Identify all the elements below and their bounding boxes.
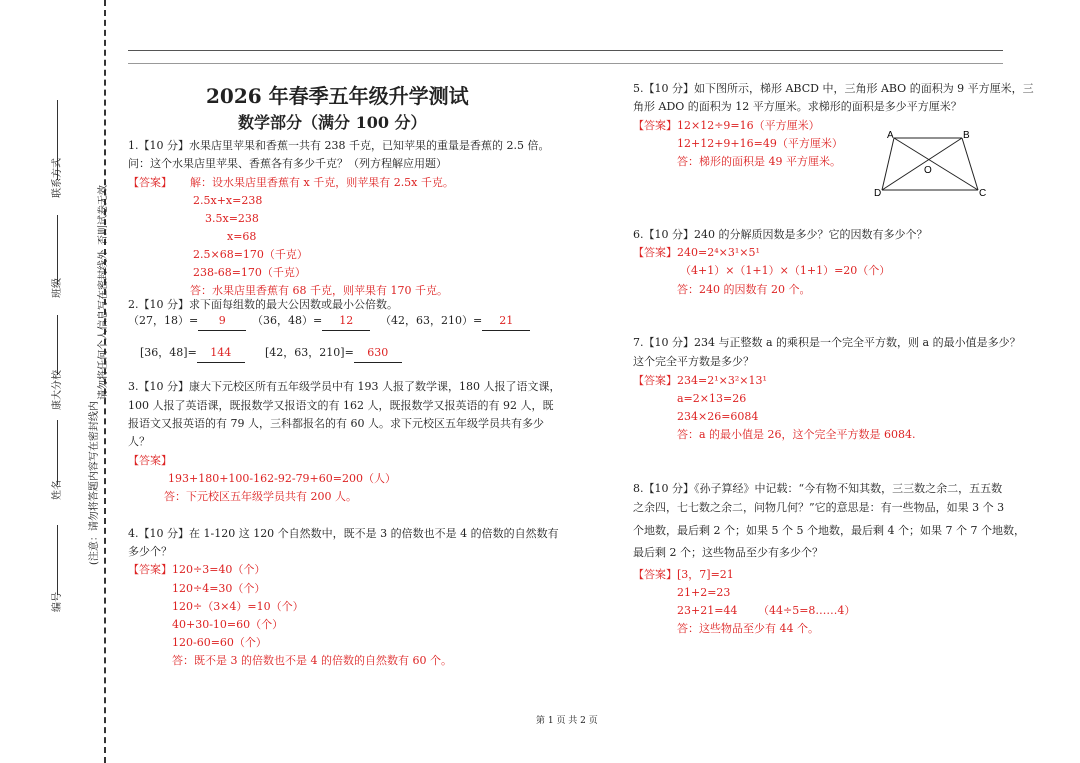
q4-answer-line: 答：既不是 3 的倍数也不是 4 的倍数的自然数有 60 个。 <box>172 654 452 667</box>
q8-text-line: 个地数，最后剩 2 个；如果 5 个 5 个地数，最后剩 4 个；如果 7 个 7 个地数， <box>633 524 1025 537</box>
vertex-b: B <box>963 130 970 141</box>
q2-lcm-expr: [42，63，210]= <box>265 346 354 359</box>
q7-answer-tag: 【答案】 <box>633 374 677 387</box>
field-line-name <box>57 420 58 485</box>
q6-answer-line: （4+1）×（1+1）×（1+1）=20（个） <box>680 264 891 277</box>
q3-text-line: 人？ <box>128 435 150 448</box>
q2-gcd-answer-blank[interactable]: 9 <box>198 312 246 331</box>
q2-lcm-answer-blank[interactable]: 630 <box>354 344 402 363</box>
exam-subtitle: 数学部分（满分 100 分） <box>238 113 427 132</box>
q8-answer-tag: 【答案】 <box>633 568 677 581</box>
label-contact: 联系方式 <box>52 158 63 198</box>
q7-answer-line: 234=2¹×3²×13¹ <box>677 374 767 387</box>
q1-answer-line: x=68 <box>227 230 257 243</box>
q4-answer-line: 120÷3=40（个） <box>172 563 266 576</box>
top-rule-1 <box>128 50 1003 51</box>
q2-lcm-answer-blank[interactable]: 144 <box>197 344 245 363</box>
q8-answer-line: （44÷5=8……4） <box>758 604 856 617</box>
q2-gcd-expr: （42，63，210）= <box>380 314 483 327</box>
q4-answer-line: 40+30-10=60（个） <box>172 618 284 631</box>
q4-answer-line: 120÷（3×4）=10（个） <box>172 600 304 613</box>
q6-answer-line: 240=2⁴×3¹×5¹ <box>677 246 760 259</box>
q3-answer-line: 193+180+100-162-92-79+60=200（人） <box>168 472 396 485</box>
q5-answer-line: 12×12÷9=16（平方厘米） <box>677 119 820 132</box>
label-school: 康大分校 <box>52 370 63 410</box>
label-name: 姓名 <box>52 480 63 500</box>
q2-text: 2.【10 分】求下面每组数的最大公因数或最小公倍数。 <box>128 298 398 311</box>
q3-text-line: 报语文又报英语的有 79 人，三科都报名的有 60 人。求下元校区五年级学员共有多少 <box>128 417 544 430</box>
label-class: 班级 <box>52 278 63 298</box>
field-line-id <box>57 525 58 595</box>
q8-text-line: 之余四，七七数之余二，问物几何？”它的意思是：有一些物品，如果 3 个 3 <box>633 501 1005 514</box>
q7-answer-line: a=2×13=26 <box>677 392 747 405</box>
q2-gcd-expr: （27，18）= <box>128 314 199 327</box>
q8-answer-line: 23+21=44 <box>677 604 738 617</box>
q4-text-line: 4.【10 分】在 1-120 这 120 个自然数中，既不是 3 的倍数也不是 4 的倍数的自然数有 <box>128 527 559 540</box>
q3-text-line: 3.【10 分】康大下元校区所有五年级学员中有 193 人报了数学课，180 人报了语文课， <box>128 380 561 393</box>
top-rule-2 <box>128 63 1003 64</box>
q3-answer-tag: 【答案】 <box>128 454 172 467</box>
q8-text-line: 最后剩 2 个；这些物品至少有多少个？ <box>633 546 823 559</box>
q6-text: 6.【10 分】240 的分解质因数是多少？它的因数有多少个？ <box>633 228 928 241</box>
label-id: 编号 <box>52 592 63 612</box>
q2-lcm-2 <box>265 344 402 363</box>
q1-answer-line: 238-68=170（千克） <box>193 266 306 279</box>
q4-answer-line: 120-60=60（个） <box>172 636 267 649</box>
field-line-class <box>57 215 58 285</box>
q1-text-line-1: 1.【10 分】水果店里苹果和香蕉一共有 238 千克，已知苹果的重量是香蕉的 2.5 倍。 <box>128 139 550 152</box>
q3-answer-line: 答：下元校区五年级学员共有 200 人。 <box>164 490 357 503</box>
q5-answer-line: 12+12+9+16=49（平方厘米） <box>677 137 843 150</box>
q8-answer-line: 21+2=23 <box>677 586 731 599</box>
page-number: 第 1 页 共 2 页 <box>536 716 598 726</box>
vertex-o: O <box>924 165 932 176</box>
q2-gcd-2 <box>252 312 370 331</box>
q8-answer-line: 答：这些物品至少有 44 个。 <box>677 622 819 635</box>
q5-text-line: 角形 ADO 的面积为 12 平方厘米。求梯形的面积是多少平方厘米？ <box>633 100 962 113</box>
q4-text-line: 多少个？ <box>128 545 172 558</box>
q5-answer-tag: 【答案】 <box>633 119 677 132</box>
seal-notice-outer-2: 否则试卷无效 <box>98 185 109 245</box>
seal-notice-inner: (注意：请勿将答题内容写在密封线内 <box>89 401 100 565</box>
q8-answer-line: [3，7]=21 <box>677 568 734 581</box>
q6-answer-line: 答：240 的因数有 20 个。 <box>677 283 811 296</box>
q2-gcd-answer-blank[interactable]: 21 <box>482 312 530 331</box>
q1-answer-line: 答：水果店里香蕉有 68 千克，则苹果有 170 千克。 <box>190 284 448 297</box>
field-line-school <box>57 315 58 375</box>
q7-answer-line: 答：a 的最小值是 26，这个完全平方数是 6084. <box>677 428 916 441</box>
trapezoid-figure <box>870 126 990 202</box>
q1-answer-line: 解：设水果店里香蕉有 x 千克，则苹果有 2.5x 千克。 <box>190 176 454 189</box>
q1-answer-tag: 【答案】 <box>128 176 172 189</box>
q2-gcd-1 <box>128 312 246 331</box>
q2-lcm-1 <box>140 344 245 363</box>
q4-answer-tag: 【答案】 <box>128 563 172 576</box>
q3-text-line: 100 人报了英语课，既报数学又报语文的有 162 人，既报数学又报英语的有 92 人，既 <box>128 399 554 412</box>
q7-answer-line: 234×26=6084 <box>677 410 759 423</box>
q7-text-line: 这个完全平方数是多少？ <box>633 355 754 368</box>
exam-title: 2026 年春季五年级升学测试 <box>206 84 469 108</box>
q6-answer-tag: 【答案】 <box>633 246 677 259</box>
seal-notice-outer: 请勿将任何个人信息写在密封线外 <box>98 250 109 400</box>
q4-answer-line: 120÷4=30（个） <box>172 582 266 595</box>
q8-text-line: 8.【10 分】《孙子算经》中记载：“今有物不知其数，三三数之余二，五五数 <box>633 482 1003 495</box>
q2-gcd-expr: （36，48）= <box>252 314 323 327</box>
vertex-a: A <box>887 130 894 141</box>
q5-text-line: 5.【10 分】如下图所示，梯形 ABCD 中，三角形 ABO 的面积为 9 平方厘米，三 <box>633 82 1034 95</box>
vertex-d: D <box>874 188 882 199</box>
q1-answer-line: 3.5x=238 <box>205 212 259 225</box>
q2-gcd-answer-blank[interactable]: 12 <box>322 312 370 331</box>
q5-answer-line: 答：梯形的面积是 49 平方厘米。 <box>677 155 841 168</box>
q2-lcm-expr: [36，48]= <box>140 346 197 359</box>
vertex-c: C <box>979 188 987 199</box>
q1-answer-line: 2.5x+x=238 <box>193 194 263 207</box>
q1-text-line-2: 问：这个水果店里苹果、香蕉各有多少千克？（列方程解应用题） <box>128 157 447 170</box>
q7-text-line: 7.【10 分】234 与正整数 a 的乘积是一个完全平方数，则 a 的最小值是多少？ <box>633 336 1021 349</box>
q1-answer-line: 2.5×68=170（千克） <box>193 248 308 261</box>
q2-gcd-3 <box>380 312 530 331</box>
